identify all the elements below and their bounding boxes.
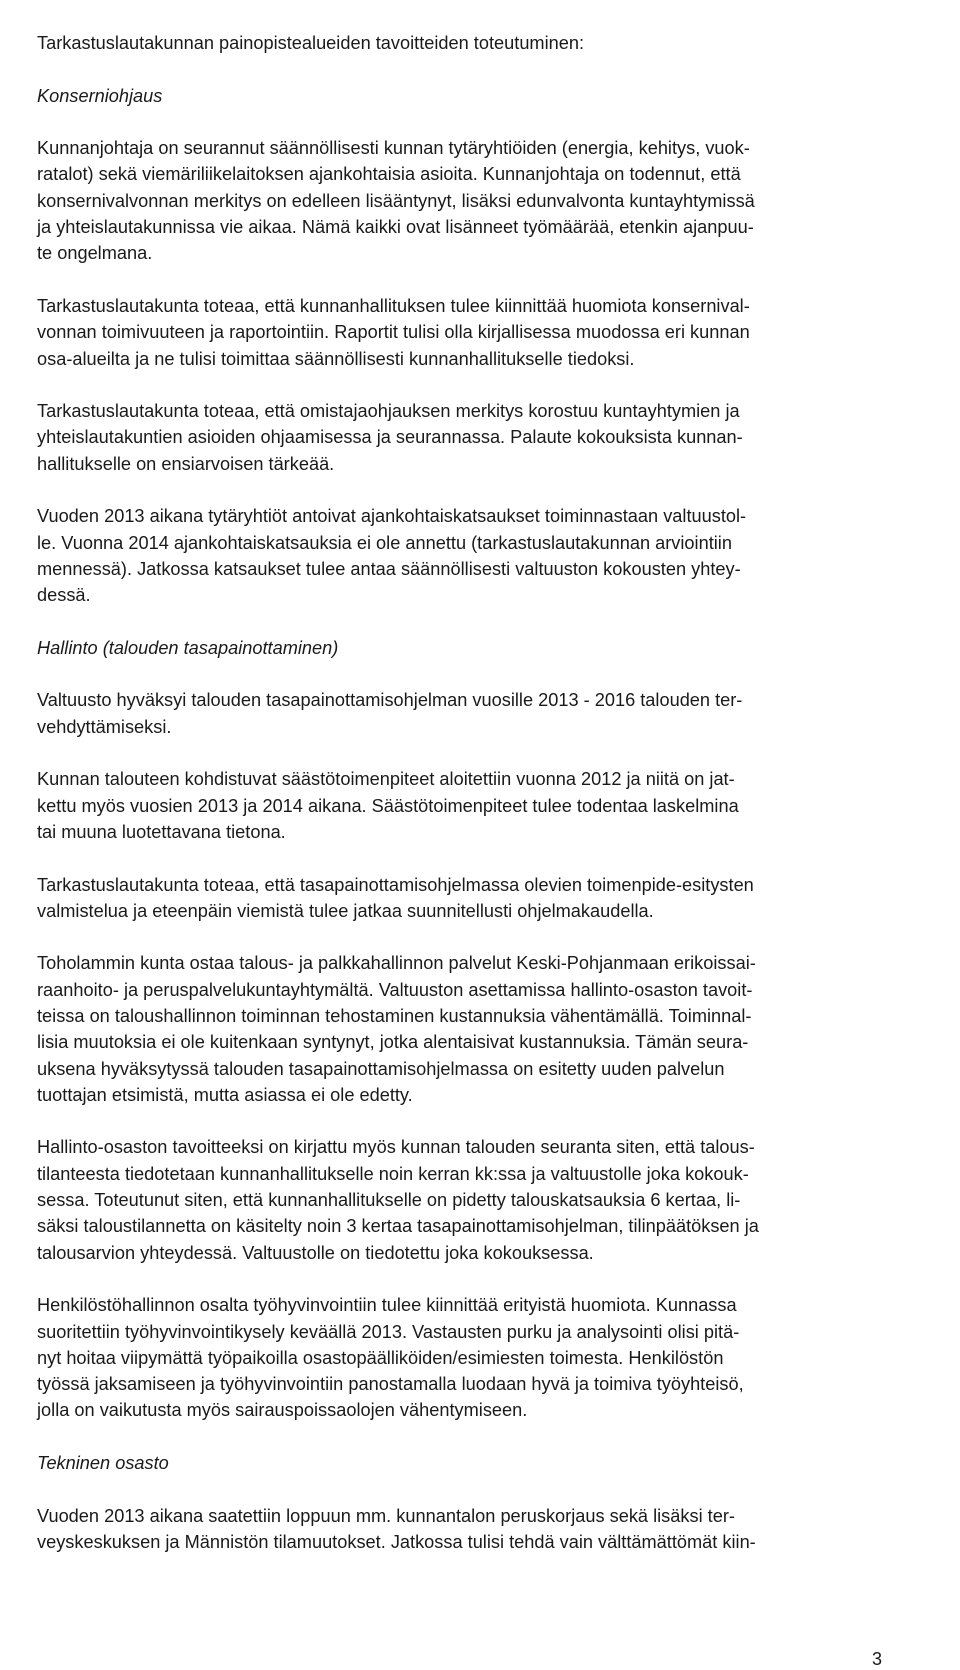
paragraph-line: Valtuusto hyväksyi talouden tasapainottamisohjelman vuosille 2013 - 2016 talouden ter- <box>37 690 743 711</box>
paragraph-line: hallitukselle on ensiarvoisen tärkeää. <box>37 453 335 474</box>
paragraph-line: Henkilöstöhallinnon osalta työhyvinvointiin tulee kiinnittää erityistä huomiota. Kunnassa <box>37 1295 737 1316</box>
paragraph-line: Tarkastuslautakunta toteaa, että tasapainottamisohjelmassa olevien toimenpide-esitysten <box>37 874 754 895</box>
paragraph <box>37 950 900 1108</box>
paragraph-line: mennessä). Jatkossa katsaukset tulee antaa säännöllisesti valtuuston kokousten yhtey- <box>37 558 741 579</box>
paragraph-line: työssä jaksamiseen ja työhyvinvointiin panostamalla luodaan hyvä ja toimiva työyhteisö, <box>37 1374 744 1395</box>
paragraph <box>37 1134 900 1265</box>
paragraph-line: suoritettiin työhyvinvointikysely keväällä 2013. Vastausten purku ja analysointi olisi pitä- <box>37 1321 740 1342</box>
paragraph-line: Vuoden 2013 aikana tytäryhtiöt antoivat ajankohtaiskatsaukset toiminnastaan valtuustol- <box>37 506 747 527</box>
paragraph-line: tai muuna luotettavana tietona. <box>37 821 286 842</box>
section-heading <box>37 635 900 661</box>
paragraph-line: talousarvion yhteydessä. Valtuustolle on tiedotettu joka kokouksessa. <box>37 1242 594 1263</box>
paragraph-line: Vuoden 2013 aikana saatettiin loppuun mm. kunnantalon peruskorjaus sekä lisäksi ter- <box>37 1505 735 1526</box>
document-title-text: Tarkastuslautakunnan painopistealueiden tavoitteiden toteutuminen: <box>37 33 585 53</box>
paragraph-line: uksena hyväksytyssä talouden tasapainottamisohjelmassa on esitetty uuden palvelun <box>37 1058 725 1079</box>
paragraph-line: raanhoito- ja peruspalvelukuntayhtymältä. Valtuuston asettamissa hallinto-osaston tavoit- <box>37 979 753 1000</box>
section-heading-text: Hallinto (talouden tasapainottaminen) <box>37 637 339 658</box>
paragraph-line: Kunnanjohtaja on seurannut säännöllisesti kunnan tytäryhtiöiden (energia, kehitys, vuok- <box>37 138 750 159</box>
document-body <box>37 83 900 1556</box>
section-heading <box>37 83 900 109</box>
paragraph-line: lisia muutoksia ei ole kuitenkaan syntynyt, jotka alentaisivat kustannuksia. Tämän seura- <box>37 1032 749 1053</box>
paragraph-line: Toholammin kunta ostaa talous- ja palkkahallinnon palvelut Keski-Pohjanmaan erikoissai- <box>37 953 756 974</box>
paragraph-line: le. Vuonna 2014 ajankohtaiskatsauksia ei ole annettu (tarkastuslautakunnan arviointiin <box>37 532 732 553</box>
paragraph <box>37 135 900 266</box>
paragraph-line: valmistelua ja eteenpäin viemistä tulee jatkaa suunnitellusti ohjelmakaudella. <box>37 900 654 921</box>
paragraph <box>37 872 900 925</box>
paragraph-line: tuottajan etsimistä, mutta asiassa ei ole edetty. <box>37 1084 413 1105</box>
paragraph-line: konsernivalvonnan merkitys on edelleen lisääntynyt, lisäksi edunvalvonta kuntayhtymissä <box>37 190 755 211</box>
paragraph-line: dessä. <box>37 585 91 606</box>
paragraph <box>37 503 900 608</box>
paragraph-line: ratalot) sekä viemäriliikelaitoksen ajankohtaisia asioita. Kunnanjohtaja on todennut, että <box>37 164 741 185</box>
page-number: 3 <box>872 1649 883 1669</box>
paragraph-line: osa-alueilta ja ne tulisi toimittaa säännöllisesti kunnanhallitukselle tiedoksi. <box>37 348 635 369</box>
paragraph-line: Hallinto-osaston tavoitteeksi on kirjattu myös kunnan talouden seuranta siten, että talous- <box>37 1137 755 1158</box>
paragraph <box>37 293 900 372</box>
paragraph-line: jolla on vaikutusta myös sairauspoissaolojen vähentymiseen. <box>37 1400 528 1421</box>
paragraph-line: tilanteesta tiedotetaan kunnanhallitukselle noin kerran kk:ssa ja valtuustolle joka kokouk- <box>37 1163 749 1184</box>
paragraph <box>37 1503 900 1556</box>
paragraph-line: Tarkastuslautakunta toteaa, että kunnanhallituksen tulee kiinnittää huomiota konsernival- <box>37 295 750 316</box>
paragraph-line: Kunnan talouteen kohdistuvat säästötoimenpiteet aloitettiin vuonna 2012 ja niitä on jat- <box>37 769 735 790</box>
paragraph-line: säksi taloustilannetta on käsitelty noin 3 kertaa tasapainottamisohjelman, tilinpäätöksen ja <box>37 1216 759 1237</box>
paragraph-line: vonnan toimivuuteen ja raportointiin. Raportit tulisi olla kirjallisessa muodossa eri kunnan <box>37 322 750 343</box>
paragraph-line: yhteislautakuntien asioiden ohjaamisessa ja seurannassa. Palaute kokouksista kunnan- <box>37 427 743 448</box>
section-heading-text: Tekninen osasto <box>37 1453 169 1474</box>
paragraph-line: sessa. Toteutunut siten, että kunnanhallitukselle on pidetty talouskatsauksia 6 kertaa, li- <box>37 1190 741 1211</box>
paragraph-line: Tarkastuslautakunta toteaa, että omistajaohjauksen merkitys korostuu kuntayhtymien ja <box>37 401 740 422</box>
section-heading-text: Konserniohjaus <box>37 85 163 106</box>
paragraph-line: te ongelmana. <box>37 243 153 264</box>
paragraph-line: veyskeskuksen ja Männistön tilamuutokset. Jatkossa tulisi tehdä vain välttämättömät kiin- <box>37 1531 756 1552</box>
paragraph <box>37 398 900 477</box>
paragraph-line: ja yhteislautakunnissa vie aikaa. Nämä kaikki ovat lisänneet työmäärää, etenkin ajanpuu- <box>37 217 754 238</box>
paragraph-line: teissa on taloushallinnon toiminnan tehostaminen kustannuksia vähentämällä. Toiminnal- <box>37 1005 752 1026</box>
paragraph-line: vehdyttämiseksi. <box>37 716 172 737</box>
paragraph-line: nyt hoitaa viipymättä työpaikoilla osastopäälliköiden/esimiesten toimesta. Henkilöstön <box>37 1347 724 1368</box>
paragraph <box>37 687 900 740</box>
document-title <box>37 30 900 56</box>
paragraph <box>37 1292 900 1423</box>
section-heading <box>37 1450 900 1476</box>
paragraph <box>37 766 900 845</box>
paragraph-line: kettu myös vuosien 2013 ja 2014 aikana. Säästötoimenpiteet tulee todentaa laskelmina <box>37 795 739 816</box>
